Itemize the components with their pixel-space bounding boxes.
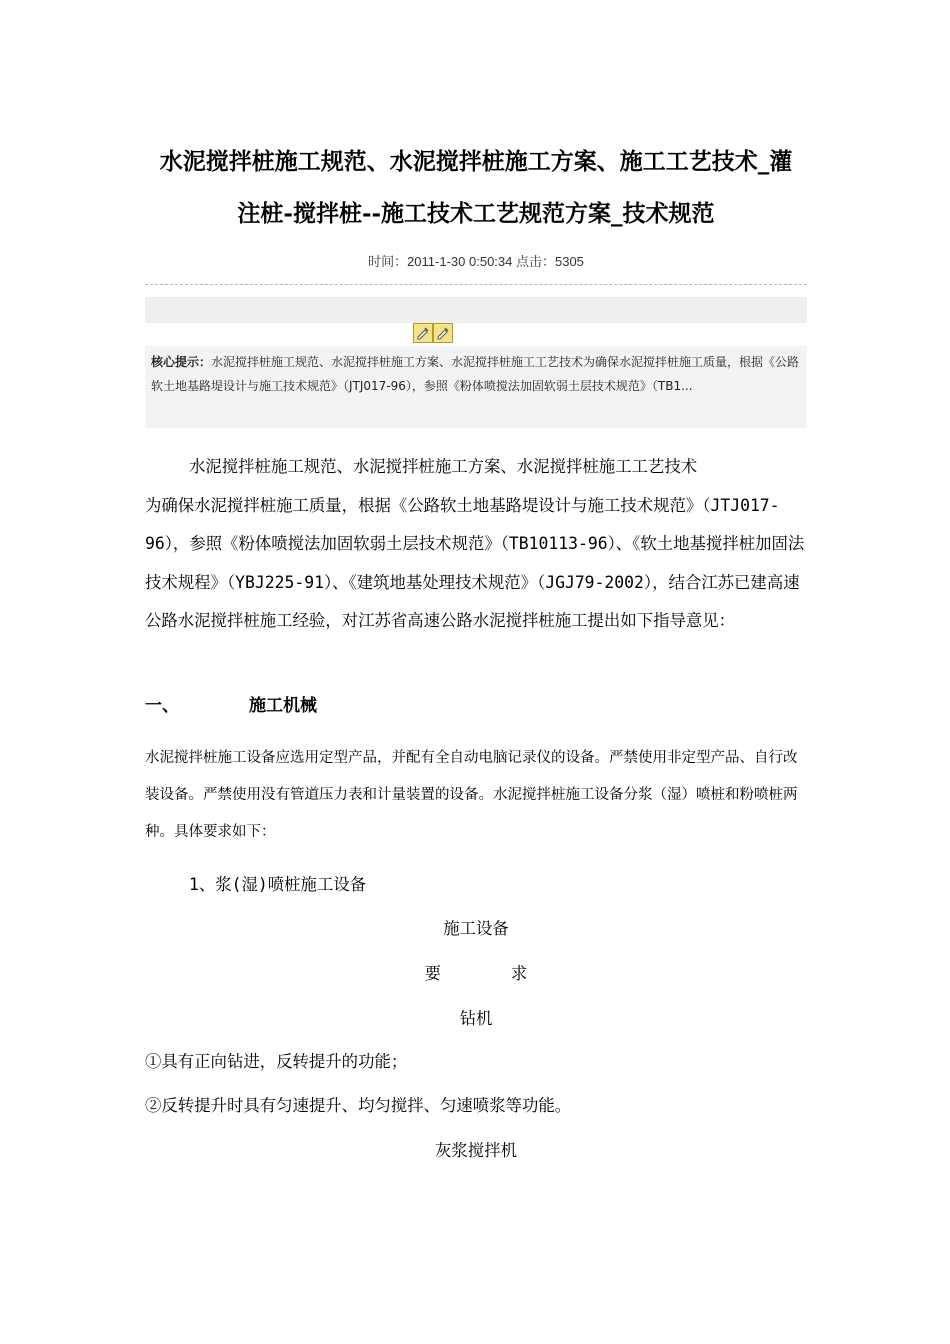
article-meta: 时间：2011-1-30 0:50:34 点击：5305	[368, 254, 584, 269]
summary-box	[145, 346, 807, 428]
table-cell-name: 灰浆搅拌机	[435, 1141, 517, 1160]
title-line-2: 注桩-搅拌桩--施工技术工艺规范方案_技术规范	[237, 200, 715, 227]
intro-paragraph	[145, 448, 807, 641]
dashed-divider	[145, 284, 807, 285]
section-number: 一、	[145, 696, 179, 716]
icon-group	[413, 323, 453, 343]
intro-line-2: 为确保水泥搅拌桩施工质量，根据《公路软土地基路堤设计与施工技术规范》（JTJ017-96），参照《粉体喷搅法加固软弱土层技术规范》（TB10113-96）、《软土地基搅拌桩加固法技术规程》（YBJ225-91）、《建筑地基处理技术规范》（JGJ79-2002），结合江苏已建高速公路水泥搅拌桩施工经验，对江苏省高速公路水泥搅拌桩施工提出如下指导意见：	[145, 495, 805, 630]
table-cell-req: ①具有正向钻进，反转提升的功能；	[145, 1052, 408, 1071]
table-cell-name: 钻机	[459, 1009, 493, 1028]
table-header-requirements: 要 求	[424, 964, 528, 983]
section-heading	[145, 691, 317, 716]
summary-label: 核心提示：	[151, 355, 212, 369]
section-title: 施工机械	[249, 696, 317, 716]
table-cell-req: ②反转提升时具有匀速提升、均匀搅拌、匀速喷浆等功能。	[145, 1096, 572, 1115]
intro-line-1: 水泥搅拌桩施工规范、水泥搅拌桩施工方案、水泥搅拌桩施工工艺技术	[189, 457, 698, 476]
toolbar-strip	[145, 297, 807, 323]
table-header-equipment: 施工设备	[443, 919, 509, 938]
edit-icon[interactable]	[413, 323, 433, 343]
subsection-heading: 1、浆(湿)喷桩施工设备	[189, 875, 367, 894]
title-line-1: 水泥搅拌桩施工规范、水泥搅拌桩施工方案、施工工艺技术_灌	[159, 148, 793, 175]
edit-icon[interactable]	[433, 323, 453, 343]
article-title	[145, 136, 807, 240]
equipment-paragraph: 水泥搅拌桩施工设备应选用定型产品，并配有全自动电脑记录仪的设备。严禁使用非定型产品、自行改装设备。严禁使用没有管道压力表和计量装置的设备。水泥搅拌桩施工设备分浆（湿）喷桩和粉喷桩两种。具体要求如下：	[145, 750, 798, 840]
summary-text: 水泥搅拌桩施工规范、水泥搅拌桩施工方案、水泥搅拌桩施工工艺技术为确保水泥搅拌桩施工质量，根据《公路软土地基路堤设计与施工技术规范》（JTJ017-96），参照《粉体喷搅法加固软弱土层技术规范》（TB1...	[151, 355, 800, 393]
